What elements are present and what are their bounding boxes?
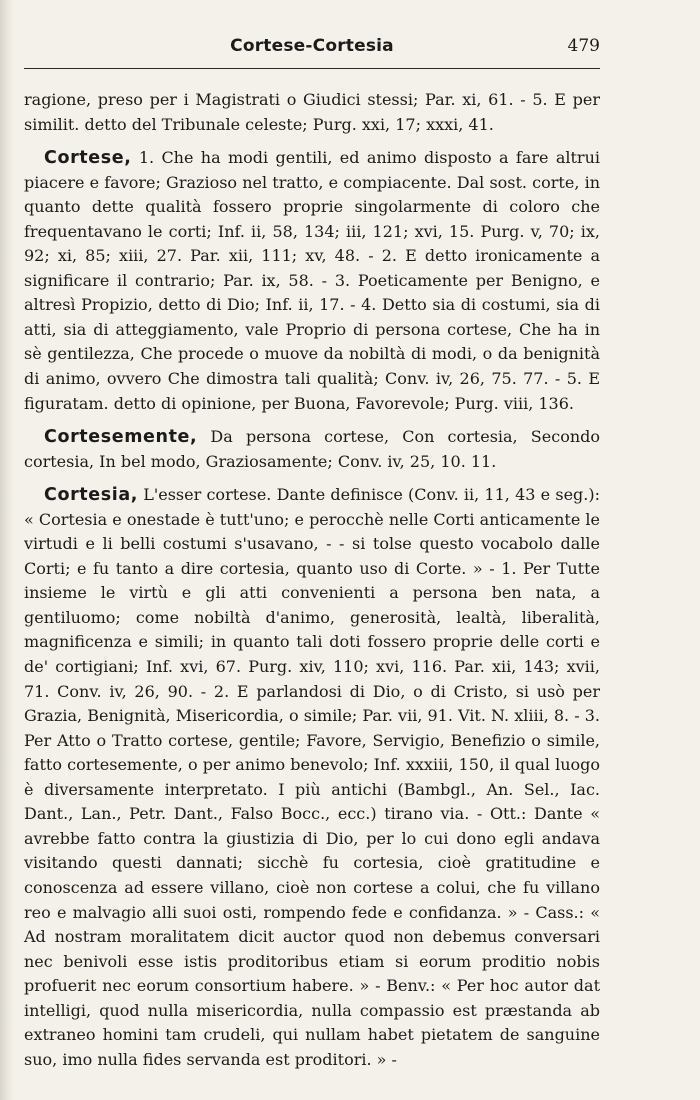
page-gutter-shadow xyxy=(0,0,14,1100)
page-number: 479 xyxy=(567,36,600,56)
page-text xyxy=(24,88,600,1072)
entry-cortesia-body: L'esser cortese. Dante definisce (Conv. ii, 11, 43 e seg.): « Cortesia e onestade è tutt'uno; e perocchè nelle Corti anticamente le virtudi e li belli costumi s'usavano, - - si tolse questo vocabolo dalle Corti; e fu tanto a dire cortesia, quanto uso di Corte. » - 1. Per Tutte insieme le virtù e gli atti convenienti a persona ben nata, a gentiluomo; come nobiltà d'animo, generosità, lealtà, liberalità, magnificenza e simili; in quanto tali doti fossero proprie delle corti e de' cortigiani; Inf. xvi, 67. Purg. xiv, 110; xvi, 116. Par. xii, 143; xvii, 71. Conv. iv, 26, 90. - 2. E parlandosi di Dio, o di Cristo, si usò per Grazia, Benignità, Misericordia, o simile; Par. vii, 91. Vit. N. xliii, 8. - 3. Per Atto o Tratto cortese, gentile; Favore, Servigio, Benefizio o simile, fatto cortesemente, o per animo benevolo; Inf. xxxiii, 150, il qual luogo è diversamente interpretato. I più antichi (Bambgl., An. Sel., Iac. Dant., Lan., Petr. Dant., Falso Bocc., ecc.) tirano via. - Ott.: Dante « avrebbe fatto contra la giustizia di Dio, per lo cui dono egli andava visitando questi dannati; sicchè fu cortesia, cioè gratitudine e conoscenza ad essere villano, cioè non cortese a colui, che fu villano reo e malvagio alli suoi osti, rompendo fede e confidanza. » - Cass.: « Ad nostram moralitatem dicit auctor quod non debemus conversari nec benivoli esse istis proditoribus etiam si eorum proditio nobis profuerit nec eorum consortium habere. » - Benv.: « Per hoc autor dat intelligi, quod nulla misericordia, nulla compassio est præstanda ab extraneo homini tam crudeli, qui nullam habet pietatem de sanguine suo, imo nulla fides servanda est proditori. » - xyxy=(24,485,600,1069)
entry-cortese-body: 1. Che ha modi gentili, ed animo disposto a fare altrui piacere e favore; Grazioso nel tratto, e compiacente. Dal sost. corte, in quanto dette qualità fossero proprie singolarmente di coloro che frequentavano le corti; Inf. ii, 58, 134; iii, 121; xvi, 15. Purg. v, 70; ix, 92; xi, 85; xiii, 27. Par. xii, 111; xv, 48. - 2. E detto ironicamente a significare il contrario; Par. ix, 58. - 3. Poeticamente per Benigno, e altresì Propizio, detto di Dio; Inf. ii, 17. - 4. Detto sia di costumi, sia di atti, sia di atteggiamento, vale Proprio di persona cortese, Che ha in sè gentilezza, Che procede o muove da nobiltà di modi, o da benignità di animo, ovvero Che dimostra tali qualità; Conv. iv, 26, 75. 77. - 5. E figuratam. detto di opinione, per Buona, Favorevole; Purg. viii, 136. xyxy=(24,148,600,413)
headword-cortesemente: Cortesemente, xyxy=(44,427,198,448)
entry-cortesemente xyxy=(24,425,600,474)
headword-cortesia: Cortesia, xyxy=(44,485,139,506)
page-title: Cortese-Cortesia xyxy=(230,36,394,56)
header-rule xyxy=(24,68,600,69)
book-page xyxy=(24,36,600,1072)
headword-cortese: Cortese, xyxy=(44,148,132,169)
entry-cortese xyxy=(24,146,600,416)
continuation-paragraph: ragione, preso per i Magistrati o Giudici stessi; Par. xi, 61. - 5. E per similit. detto del Tribunale celeste; Purg. xxi, 17; xxxi, 41. xyxy=(24,90,600,134)
running-head xyxy=(24,36,600,64)
entry-cortesemente-body: Da persona cortese, Con cortesia, Secondo cortesia, In bel modo, Graziosamente; Conv. iv, 25, 10. 11. xyxy=(24,427,600,471)
entry-cortesia xyxy=(24,483,600,1072)
